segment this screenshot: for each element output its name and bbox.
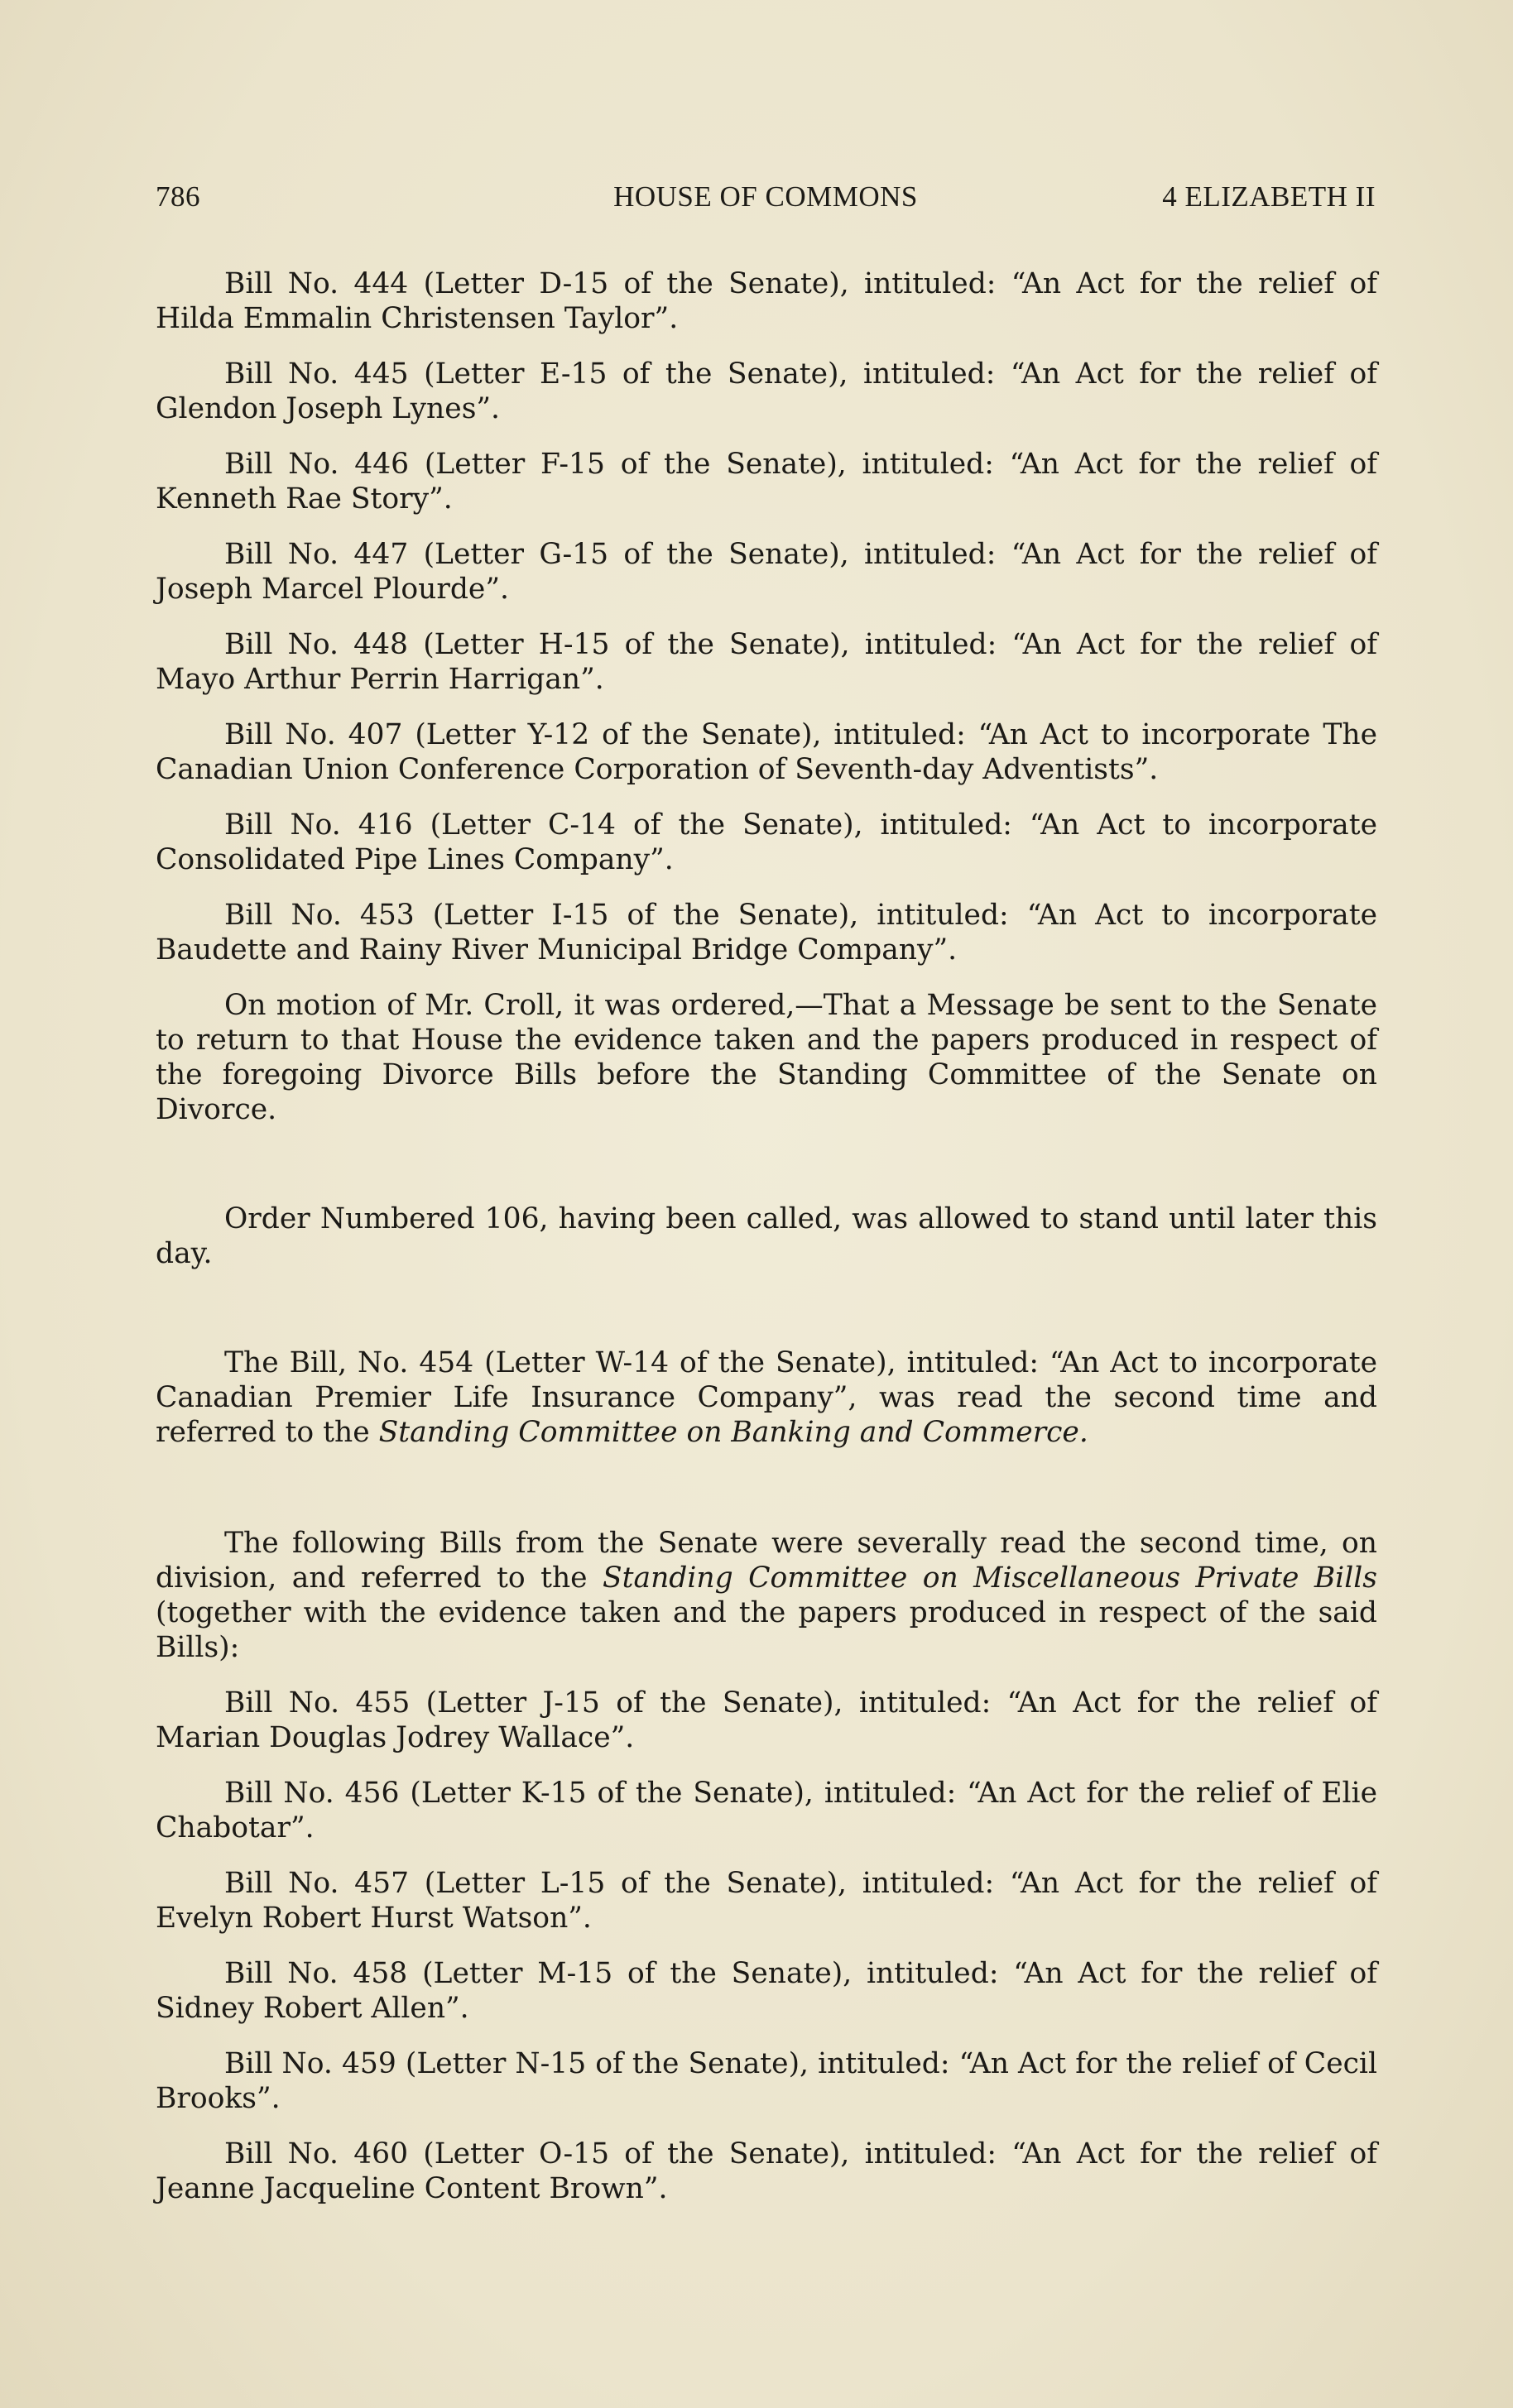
committee-name: Standing Committee on Miscellaneous Private Bills	[603, 1561, 1377, 1595]
second-reading-text: The following Bills from the Senate were severally read the second time, on division, and referred to the	[156, 1527, 1377, 1595]
bill-entry: Bill No. 456 (Letter K-15 of the Senate), intituled: “An Act for the relief of Elie Chabotar”.	[156, 1777, 1377, 1844]
bill-entry: Bill No. 453 (Letter I-15 of the Senate), intituled: “An Act to incorporate Baudette and Rainy River Municipal Bridge Company”.	[156, 899, 1377, 967]
regnal-year: 4 ELIZABETH II	[1162, 180, 1376, 213]
order-paragraph: Order Numbered 106, having been called, was allowed to stand until later this day.	[156, 1202, 1377, 1270]
bill-entry: Bill No. 458 (Letter M-15 of the Senate), intituled: “An Act for the relief of Sidney Robert Allen”.	[156, 1957, 1377, 2025]
running-title: HOUSE OF COMMONS	[613, 180, 918, 213]
page-body	[156, 266, 1377, 2227]
bill-entry: Bill No. 444 (Letter D-15 of the Senate), intituled: “An Act for the relief of Hilda Emmalin Christensen Taylor”.	[156, 267, 1377, 335]
bill-entry: Bill No. 416 (Letter C-14 of the Senate), intituled: “An Act to incorporate Consolidated Pipe Lines Company”.	[156, 808, 1377, 876]
committee-name: Standing Committee on Banking and Commerce.	[378, 1416, 1088, 1449]
bill-entry: Bill No. 448 (Letter H-15 of the Senate), intituled: “An Act for the relief of Mayo Arthur Perrin Harrigan”.	[156, 628, 1377, 696]
motion-paragraph: On motion of Mr. Croll, it was ordered,—That a Message be sent to the Senate to return to that House the evidence taken and the papers produced in respect of the foregoing Divorce Bills before the Standing Committee of the Senate on Divorce.	[156, 989, 1377, 1126]
bill-entry: Bill No. 457 (Letter L-15 of the Senate), intituled: “An Act for the relief of Evelyn Robert Hurst Watson”.	[156, 1867, 1377, 1935]
bill-entry: Bill No. 459 (Letter N-15 of the Senate), intituled: “An Act for the relief of Cecil Brooks”.	[156, 2047, 1377, 2115]
bill-entry: Bill No. 445 (Letter E-15 of the Senate), intituled: “An Act for the relief of Glendon Joseph Lynes”.	[156, 357, 1377, 425]
page-header	[156, 180, 1376, 217]
bill-entry: Bill No. 447 (Letter G-15 of the Senate), intituled: “An Act for the relief of Joseph Marcel Plourde”.	[156, 538, 1377, 606]
page-number: 786	[156, 180, 200, 213]
bill-entry: Bill No. 455 (Letter J-15 of the Senate), intituled: “An Act for the relief of Marian Douglas Jodrey Wallace”.	[156, 1686, 1377, 1754]
bill-entry: Bill No. 407 (Letter Y-12 of the Senate), intituled: “An Act to incorporate The Canadian Union Conference Corporation of Seventh-day Adventists”.	[156, 718, 1377, 786]
second-reading-paragraph	[156, 1526, 1377, 1665]
bill-entry: Bill No. 446 (Letter F-15 of the Senate), intituled: “An Act for the relief of Kenneth Rae Story”.	[156, 448, 1377, 516]
bill-entry: Bill No. 460 (Letter O-15 of the Senate), intituled: “An Act for the relief of Jeanne Jacqueline Content Brown”.	[156, 2137, 1377, 2205]
bill-454-paragraph	[156, 1346, 1377, 1450]
bill-454-text: The Bill, No. 454 (Letter W-14 of the Senate), intituled: “An Act to incorporate Canadian Premier Life Insurance Company”, was read the second time and referred to the	[156, 1346, 1377, 1449]
second-reading-text-after: (together with the evidence taken and the papers produced in respect of the said Bills):	[156, 1596, 1377, 1664]
